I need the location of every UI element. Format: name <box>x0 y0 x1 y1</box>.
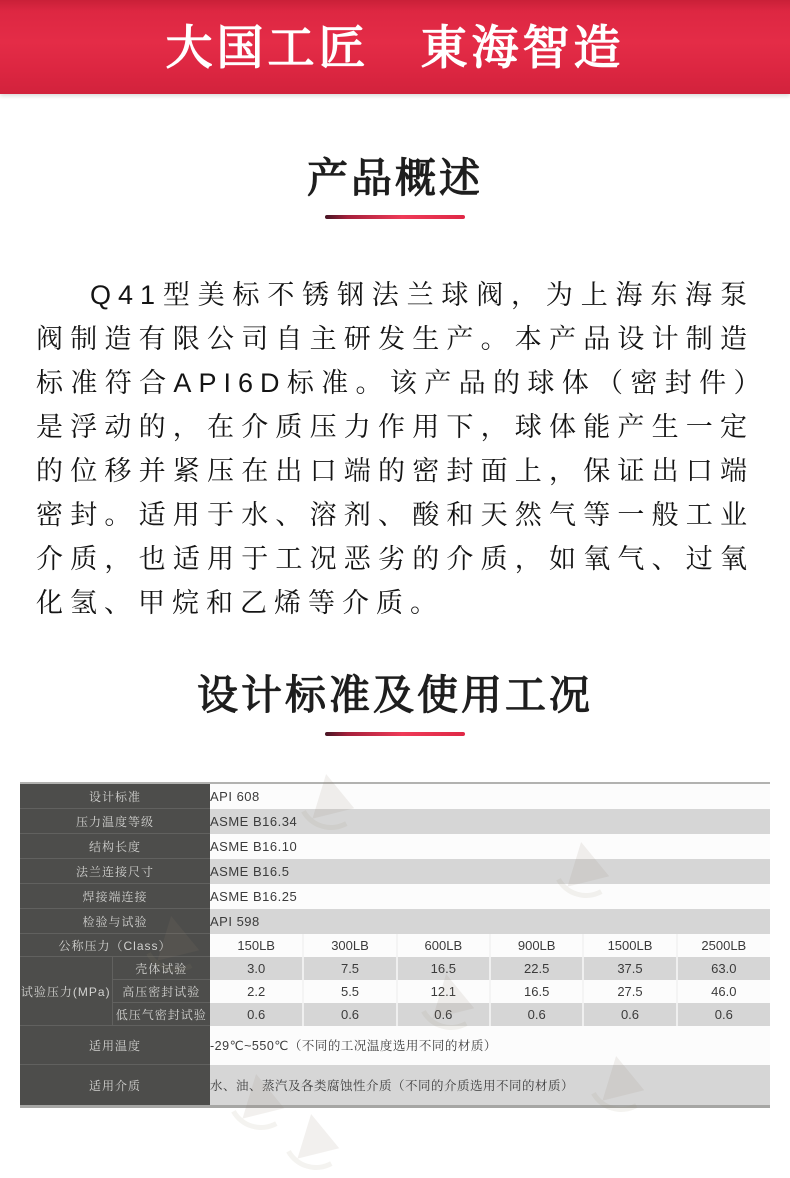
spec-label-cell: 高压密封试验 <box>112 980 210 1003</box>
spec-value-cell: ASME B16.34 <box>210 809 770 834</box>
spec-value-cell: 水、油、蒸汽及各类腐蚀性介质（不同的介质选用不同的材质） <box>210 1065 770 1107</box>
spec-label-cell: 适用温度 <box>20 1026 210 1065</box>
spec-value-cell: 0.6 <box>583 1003 676 1026</box>
table-row <box>20 884 770 909</box>
spec-value-cell: 900LB <box>490 934 583 957</box>
spec-label-cell: 设计标准 <box>20 783 210 809</box>
spec-value-cell: 46.0 <box>677 980 770 1003</box>
banner-title: 大国工匠 東海智造 <box>165 20 625 74</box>
table-row <box>20 909 770 934</box>
spec-value-cell: 2.2 <box>210 980 303 1003</box>
spec-label-cell: 法兰连接尺寸 <box>20 859 210 884</box>
table-row <box>20 859 770 884</box>
top-banner <box>0 0 790 94</box>
spec-label-cell: 低压气密封试验 <box>112 1003 210 1026</box>
spec-value-cell: -29℃~550℃（不同的工况温度选用不同的材质） <box>210 1026 770 1065</box>
spec-value-cell: 2500LB <box>677 934 770 957</box>
spec-label-cell: 检验与试验 <box>20 909 210 934</box>
table-row <box>20 1065 770 1107</box>
table-row <box>20 934 770 957</box>
spec-value-cell: API 598 <box>210 909 770 934</box>
table-row <box>20 783 770 809</box>
spec-value-cell: 16.5 <box>490 980 583 1003</box>
spec-table-grid <box>20 782 770 1108</box>
spec-value-cell: 1500LB <box>583 934 676 957</box>
spec-label-cell: 试验压力(MPa) <box>20 957 112 1026</box>
spec-value-cell: 600LB <box>397 934 490 957</box>
product-description: Q41型美标不锈钢法兰球阀，为上海东海泵阀制造有限公司自主研发生产。本产品设计制造标准符合API6D标准。该产品的球体（密封件）是浮动的，在介质压力作用下，球体能产生一定的位移并紧压在出口端的密封面上，保证出口端密封。适用于水、溶剂、酸和天然气等一般工业介质，也适用于工况恶劣的介质，如氧气、过氧化氢、甲烷和乙烯等介质。 <box>36 280 754 619</box>
table-row <box>20 809 770 834</box>
spec-value-cell: ASME B16.10 <box>210 834 770 859</box>
section-title-overview: 产品概述 <box>307 155 483 201</box>
spec-value-cell: 0.6 <box>397 1003 490 1026</box>
spec-value-cell: 37.5 <box>583 957 676 980</box>
spec-value-cell: API 608 <box>210 783 770 809</box>
spec-value-cell: 0.6 <box>490 1003 583 1026</box>
table-row <box>20 957 770 980</box>
spec-value-cell: 150LB <box>210 934 303 957</box>
spec-label-cell: 结构长度 <box>20 834 210 859</box>
logo-watermark <box>280 1098 350 1168</box>
spec-label-cell: 适用介质 <box>20 1065 210 1107</box>
spec-value-cell: 0.6 <box>303 1003 396 1026</box>
section-title-specs: 设计标准及使用工况 <box>197 672 593 719</box>
spec-value-cell: 16.5 <box>397 957 490 980</box>
spec-table <box>20 782 770 1108</box>
spec-value-cell: 12.1 <box>397 980 490 1003</box>
spec-value-cell: 7.5 <box>303 957 396 980</box>
spec-label-cell: 压力温度等级 <box>20 809 210 834</box>
table-row <box>20 834 770 859</box>
spec-value-cell: 22.5 <box>490 957 583 980</box>
table-row <box>20 1003 770 1026</box>
spec-label-cell: 壳体试验 <box>112 957 210 980</box>
spec-value-cell: 27.5 <box>583 980 676 1003</box>
spec-value-cell: 300LB <box>303 934 396 957</box>
title-underline <box>325 215 465 219</box>
spec-label-cell: 焊接端连接 <box>20 884 210 909</box>
spec-value-cell: 3.0 <box>210 957 303 980</box>
spec-value-cell: ASME B16.5 <box>210 859 770 884</box>
table-row <box>20 980 770 1003</box>
spec-value-cell: 0.6 <box>677 1003 770 1026</box>
spec-value-cell: 0.6 <box>210 1003 303 1026</box>
spec-value-cell: ASME B16.25 <box>210 884 770 909</box>
title-underline <box>325 732 465 736</box>
spec-value-cell: 63.0 <box>677 957 770 980</box>
spec-value-cell: 5.5 <box>303 980 396 1003</box>
spec-label-cell: 公称压力（Class） <box>20 934 210 957</box>
table-row <box>20 1026 770 1065</box>
